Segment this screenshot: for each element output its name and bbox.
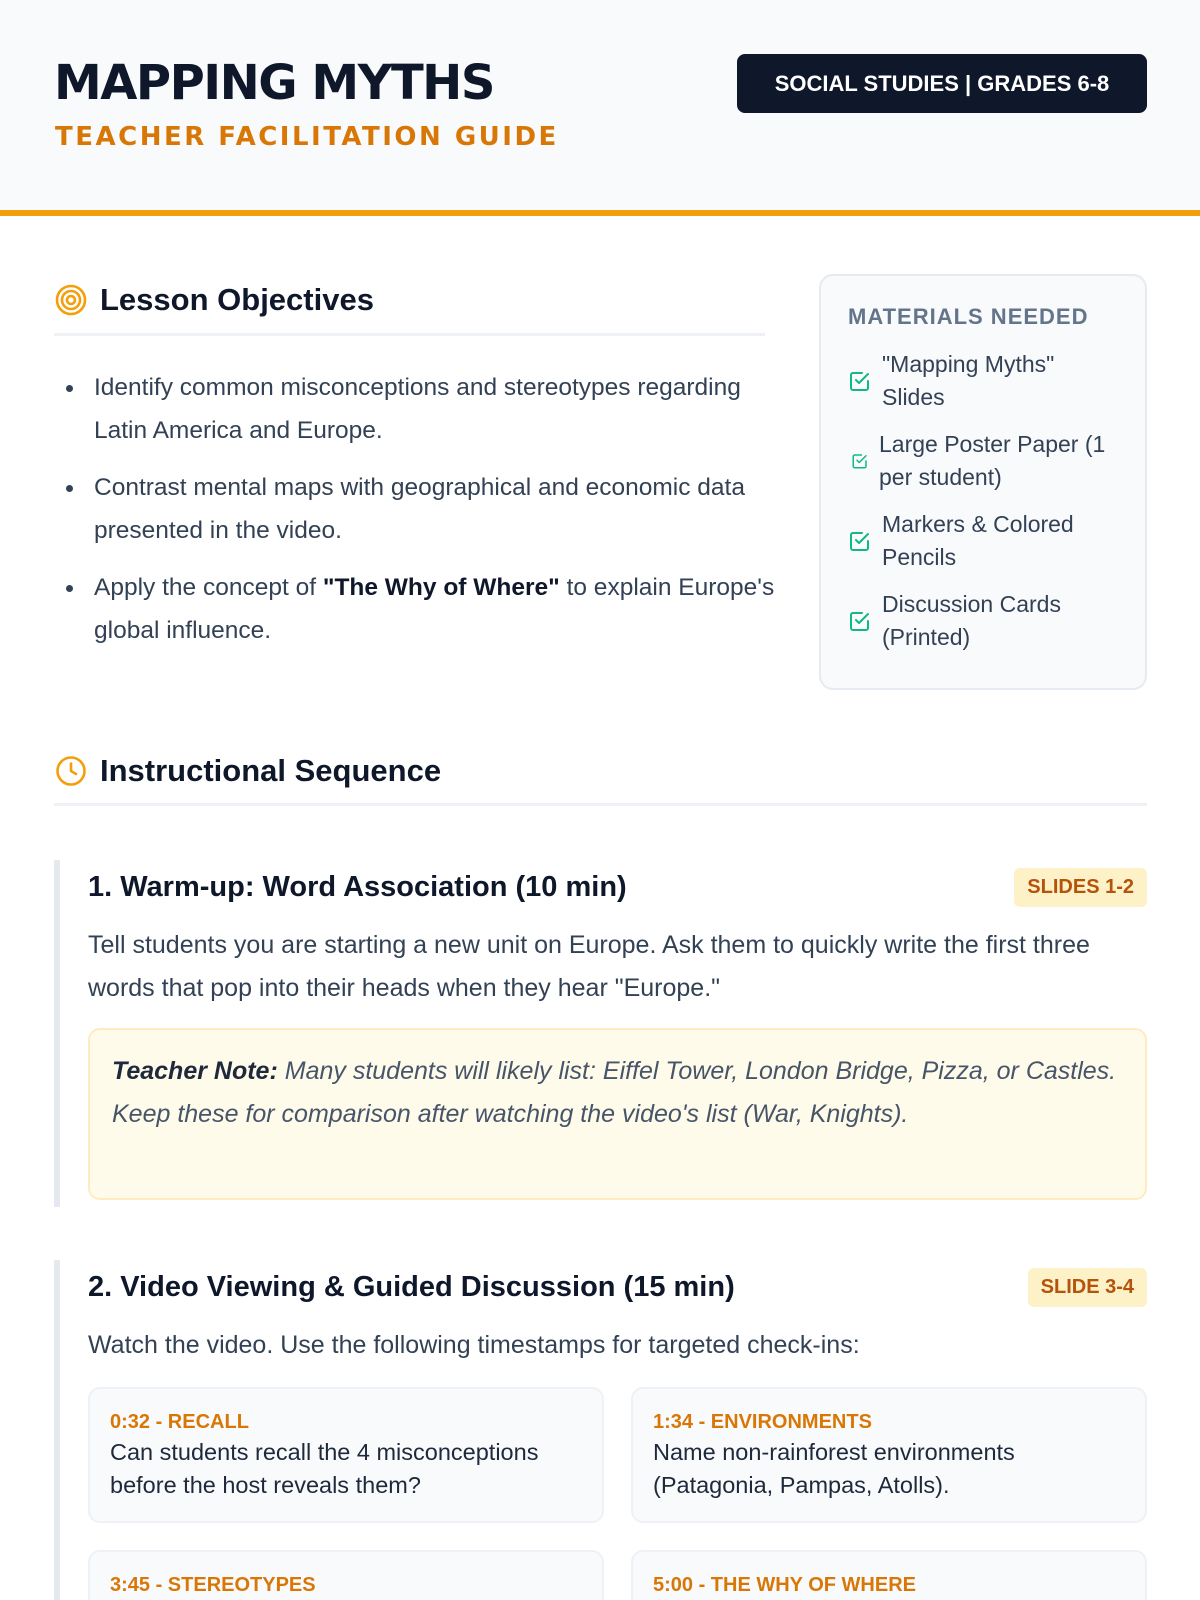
target-icon [54, 283, 88, 317]
step-title: 1. Warm-up: Word Association (10 min) [88, 870, 627, 903]
objectives-list [66, 366, 778, 666]
step-title: 2. Video Viewing & Guided Discussion (15 min) [88, 1270, 735, 1303]
material-item: Markers & Colored Pencils [848, 508, 1119, 574]
timestamp-card [88, 1550, 604, 1600]
teacher-note-label: Teacher Note: [112, 1057, 278, 1085]
timestamp-text: Can students recall the 4 misconceptions before the host reveals them? [110, 1439, 539, 1498]
check-square-icon [848, 369, 872, 393]
step-description: Tell students you are starting a new unit on Europe. Ask them to quickly write the first three words that pop into their heads when they hear "Europe." [88, 931, 1090, 1002]
material-item: Discussion Cards (Printed) [848, 588, 1119, 654]
objective-item: Contrast mental maps with geographical and economic data presented in the video. [66, 466, 778, 552]
timestamp-label: 1:34 - ENVIRONMENTS [653, 1411, 872, 1433]
slides-badge: SLIDES 1-2 [1014, 868, 1147, 907]
clock-icon [54, 754, 88, 788]
objectives-section-header [54, 276, 765, 336]
timestamp-card [631, 1550, 1147, 1600]
sequence-section-header [54, 746, 1147, 806]
check-square-icon [851, 452, 869, 470]
page-subtitle: TEACHER FACILITATION GUIDE [55, 122, 559, 152]
sequence-heading: Instructional Sequence [100, 752, 442, 788]
step-warm-up [54, 860, 1147, 1207]
teacher-note-text: Many students will likely list: Eiffel Tower, London Bridge, Pizza, or Castles. Keep these for comparison after watching the video's list (War, Knights). [112, 1057, 1117, 1128]
timestamp-card [631, 1387, 1147, 1523]
timestamp-text: Name non-rainforest environments (Patagonia, Pampas, Atolls). [653, 1439, 1015, 1498]
objective-item: Apply the concept of "The Why of Where" to explain Europe's global influence. [66, 566, 778, 652]
material-item: Large Poster Paper (1 per student) [848, 428, 1119, 494]
page-title: MAPPING MYTHS [54, 55, 494, 111]
step-video-viewing [54, 1260, 1147, 1600]
timestamp-card [88, 1387, 604, 1523]
subject-grade-badge: SOCIAL STUDIES | GRADES 6-8 [737, 54, 1147, 113]
slides-badge: SLIDE 3-4 [1028, 1268, 1147, 1307]
materials-heading: MATERIALS NEEDED [848, 304, 1089, 329]
timestamp-label: 0:32 - RECALL [110, 1411, 249, 1433]
concept-emphasis: "The Why of Where" [322, 574, 560, 601]
material-item: "Mapping Myths" Slides [848, 348, 1119, 414]
objective-item: Identify common misconceptions and stereotypes regarding Latin America and Europe. [66, 366, 778, 452]
timestamp-label: 5:00 - THE WHY OF WHERE [653, 1574, 916, 1596]
materials-panel [819, 274, 1147, 690]
step-description: Watch the video. Use the following timestamps for targeted check-ins: [88, 1331, 860, 1359]
teacher-note [88, 1028, 1147, 1200]
check-square-icon [848, 609, 872, 633]
check-square-icon [848, 529, 872, 553]
timestamp-label: 3:45 - STEREOTYPES [110, 1574, 316, 1596]
objectives-heading: Lesson Objectives [100, 281, 374, 317]
page-header [0, 0, 1200, 216]
